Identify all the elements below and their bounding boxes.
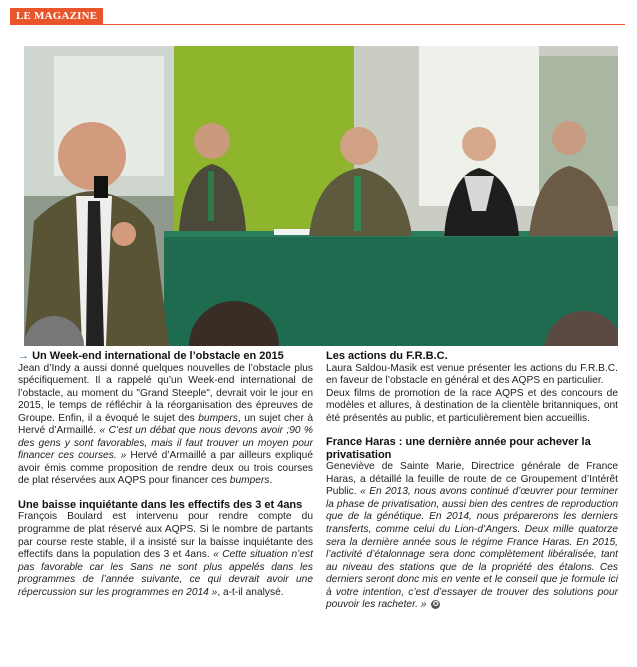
heading-actions-frbc: Les actions du F.R.B.C. [326, 350, 448, 362]
text-run: François Boulard est intervenu pour rendre compte du programme de plat réservé aux AQPS. Si le nombre de partants par course reste stable, il a insisté sur la baisse inquiétante des effectifs dans la population des 3 et 4ans. [18, 511, 313, 561]
left-column [18, 350, 313, 599]
quote-run: « Cette situation n’est pas favorable car les Sans ne sont plus appelés dans les programmes de l’année suivante, ce qui devrait avoir une répercussion sur les programmes en 2014 » [18, 549, 313, 598]
right-column [326, 350, 618, 612]
arrow-icon: → [18, 350, 29, 362]
paragraph-weekend-obstacle [18, 363, 313, 488]
italic-run: bumpers [229, 475, 270, 487]
text-run: Geneviève de Sainte Marie, Directrice générale de France Haras, a détaillé la feuille de route de ce Groupement d’Intérêt Public. [326, 461, 618, 498]
text-run: Hervé d’Armaillé a par ailleurs expliqué avoir émis comme proposition de rendre deux ou trois courses de plat réservées aux AQPS pour financer ces [18, 450, 313, 487]
section-tag: LE MAGAZINE [10, 8, 103, 25]
heading-weekend-obstacle-text: Un Week-end international de l’obstacle en 2015 [32, 350, 284, 362]
paragraph-france-haras [326, 461, 618, 612]
press-conference-photo [24, 46, 618, 346]
quote-run: « C’est un débat que nous devons avoir ;90 % des gens y sont favorables, mais il faut trouver un moyen pour financer ces courses. » [18, 425, 313, 462]
text-run: , un sujet cher à Hervé d’Armaillé. [18, 412, 313, 437]
heading-weekend-obstacle [18, 350, 313, 363]
text-run: . [269, 475, 273, 487]
quote-run: « En 2013, nous avons continué d’œuvrer pour terminer la phase de privatisation, aussi bien des centres de reproduction que de la génétique. En 2014, nous préparerons les derniers transferts, comme celui du Lion-d’Angers. Deux mille quatorze sera la dernière année sous le régime France Haras. En 2015, l’activité d’étalonnage sera donc complètement libéralisée, tant au niveau des stations que de la propriété des étalons. Ces derniers seront donc mis en vente et le conseil que je formule ici à votre intention, c’est d’essayer de trouver des solutions pour pouvoir les racheter. » [326, 486, 618, 611]
paragraph-actions-frbc: Laura Saldou-Masik est venue présenter les actions du F.R.B.C. en faveur de l’obstacle en général et des AQPS en particulier. [326, 362, 618, 387]
heading-baisse-effectifs: Une baisse inquiétante dans les effectifs des 3 et 4ans [18, 498, 303, 511]
paragraph-baisse-effectifs [18, 511, 313, 599]
section-rule [10, 24, 625, 25]
heading-france-haras: France Haras : une dernière année pour achever la privatisation [326, 436, 591, 461]
text-run: , a-t-il analysé. [217, 586, 284, 598]
text-run: Jean d’Indy a aussi donné quelques nouvelles de l’obstacle plus spécifiquement. Il a rappelé qu’un Week-end international de l’obstacle, au moment du "Grand Steeple", devrait voir le jour en 2015, le temps de réfléchir à la réorganisation des épreuves de Groupe. Enfin, il a évoqué le sujet des [18, 362, 313, 424]
paragraph-films-promotion: Deux films de promotion de la race AQPS et des concours de modèles et allures, à destination de la clientèle britanniques, ont été présentés au public, et particulièrement bien accueillis. [326, 387, 618, 424]
end-of-article-icon: ✪ [432, 601, 439, 609]
italic-run: bumpers [198, 412, 238, 424]
